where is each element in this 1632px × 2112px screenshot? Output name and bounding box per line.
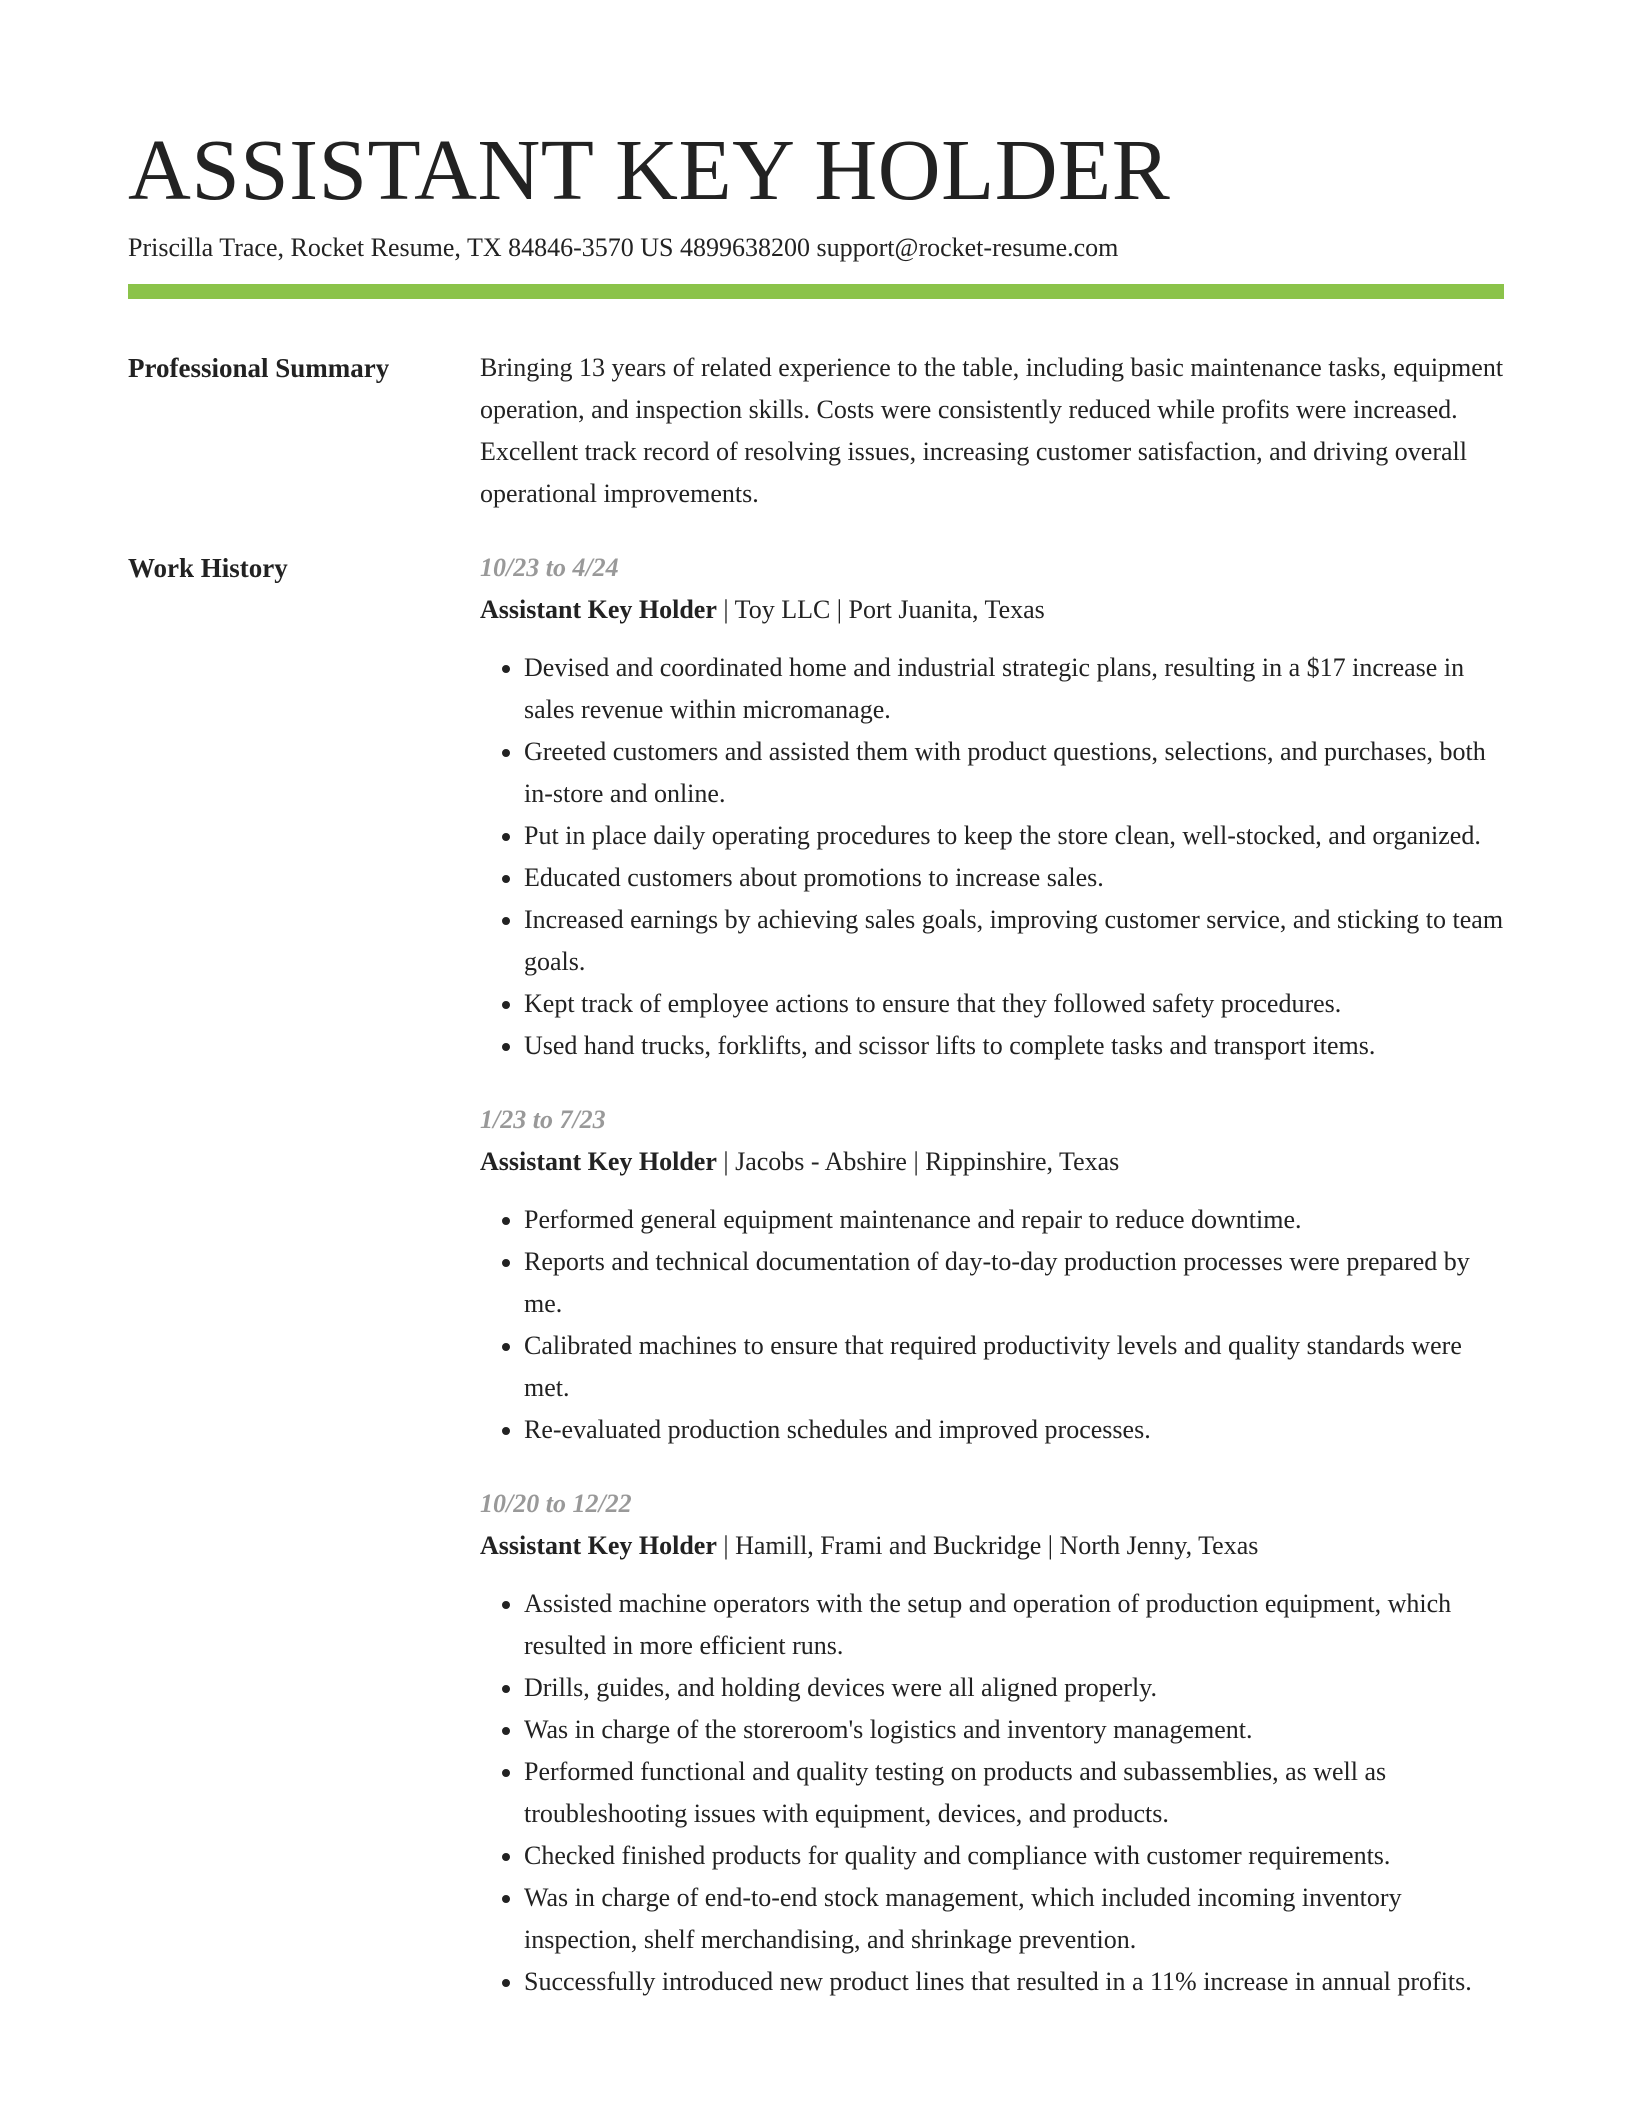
summary-section bbox=[128, 347, 1504, 515]
job-bullet-list bbox=[480, 1199, 1504, 1451]
job-entry bbox=[480, 547, 1504, 1067]
resume-title: ASSISTANT KEY HOLDER bbox=[128, 121, 1171, 218]
job-position: Assistant Key Holder bbox=[480, 595, 717, 624]
job-bullet: • Drills, guides, and holding devices were all aligned properly. bbox=[524, 1667, 1504, 1709]
job-position: Assistant Key Holder bbox=[480, 1531, 717, 1560]
contact-phone: 4899638200 bbox=[680, 233, 810, 262]
job-bullet-list bbox=[480, 1583, 1504, 2003]
job-bullet: • Was in charge of end-to-end stock management, which included incoming inventory inspection, shelf merchandising, and shrinkage prevention. bbox=[524, 1877, 1504, 1961]
accent-divider bbox=[128, 284, 1504, 299]
job-bullet: • Checked finished products for quality and compliance with customer requirements. bbox=[524, 1835, 1504, 1877]
job-bullet: • Educated customers about promotions to increase sales. bbox=[524, 857, 1504, 899]
summary-label: Professional Summary bbox=[128, 353, 390, 383]
job-bullet: • Devised and coordinated home and industrial strategic plans, resulting in a $17 increase in sales revenue within micromanage. bbox=[524, 647, 1504, 731]
job-bullet: • Assisted machine operators with the setup and operation of production equipment, which resulted in more efficient runs. bbox=[524, 1583, 1504, 1667]
job-position: Assistant Key Holder bbox=[480, 1147, 717, 1176]
job-company-location: | Hamill, Frami and Buckridge | North Jenny, Texas bbox=[716, 1531, 1259, 1560]
job-bullet: • Performed general equipment maintenance and repair to reduce downtime. bbox=[524, 1199, 1504, 1241]
job-bullet-list bbox=[480, 647, 1504, 1067]
job-bullet: • Greeted customers and assisted them with product questions, selections, and purchases, both in-store and online. bbox=[524, 731, 1504, 815]
job-bullet: • Put in place daily operating procedures to keep the store clean, well-stocked, and organized. bbox=[524, 815, 1504, 857]
job-entry bbox=[480, 1483, 1504, 2003]
job-company-location: | Jacobs - Abshire | Rippinshire, Texas bbox=[716, 1147, 1120, 1176]
contact-name: Priscilla Trace, bbox=[128, 233, 284, 262]
job-bullet: • Was in charge of the storeroom's logistics and inventory management. bbox=[524, 1709, 1504, 1751]
job-heading bbox=[480, 589, 1504, 631]
job-dates: 10/23 to 4/24 bbox=[480, 553, 619, 582]
job-bullet: • Reports and technical documentation of day-to-day production processes were prepared by me. bbox=[524, 1241, 1504, 1325]
job-bullet: • Successfully introduced new product lines that resulted in a 11% increase in annual profits. bbox=[524, 1961, 1504, 2003]
job-dates: 10/20 to 12/22 bbox=[480, 1489, 632, 1518]
work-history-section bbox=[128, 547, 1504, 2003]
work-history-body bbox=[480, 547, 1504, 2003]
job-bullet: • Kept track of employee actions to ensure that they followed safety procedures. bbox=[524, 983, 1504, 1025]
work-history-label: Work History bbox=[128, 553, 288, 583]
job-entry bbox=[480, 1099, 1504, 1451]
job-bullet: • Increased earnings by achieving sales goals, improving customer service, and sticking to team goals. bbox=[524, 899, 1504, 983]
job-bullet: • Re-evaluated production schedules and improved processes. bbox=[524, 1409, 1504, 1451]
job-bullet: • Calibrated machines to ensure that required productivity levels and quality standards were met. bbox=[524, 1325, 1504, 1409]
job-company-location: | Toy LLC | Port Juanita, Texas bbox=[716, 595, 1045, 624]
job-heading bbox=[480, 1525, 1504, 1567]
job-dates: 1/23 to 7/23 bbox=[480, 1105, 606, 1134]
resume-page bbox=[128, 120, 1504, 2003]
contact-email: support@rocket-resume.com bbox=[816, 233, 1119, 262]
contact-line bbox=[128, 230, 1504, 266]
contact-location: Rocket Resume, TX 84846-3570 US bbox=[290, 233, 674, 262]
summary-text: Bringing 13 years of related experience to the table, including basic maintenance tasks, equipment operation, and inspection skills. Costs were consistently reduced while profits were increased. Excellent track record of resolving issues, increasing customer satisfaction, and driving overall operational improvements. bbox=[480, 353, 1504, 508]
job-bullet: • Used hand trucks, forklifts, and scissor lifts to complete tasks and transport items. bbox=[524, 1025, 1504, 1067]
job-bullet: • Performed functional and quality testing on products and subassemblies, as well as troubleshooting issues with equipment, devices, and products. bbox=[524, 1751, 1504, 1835]
job-heading bbox=[480, 1141, 1504, 1183]
summary-body bbox=[480, 347, 1504, 515]
